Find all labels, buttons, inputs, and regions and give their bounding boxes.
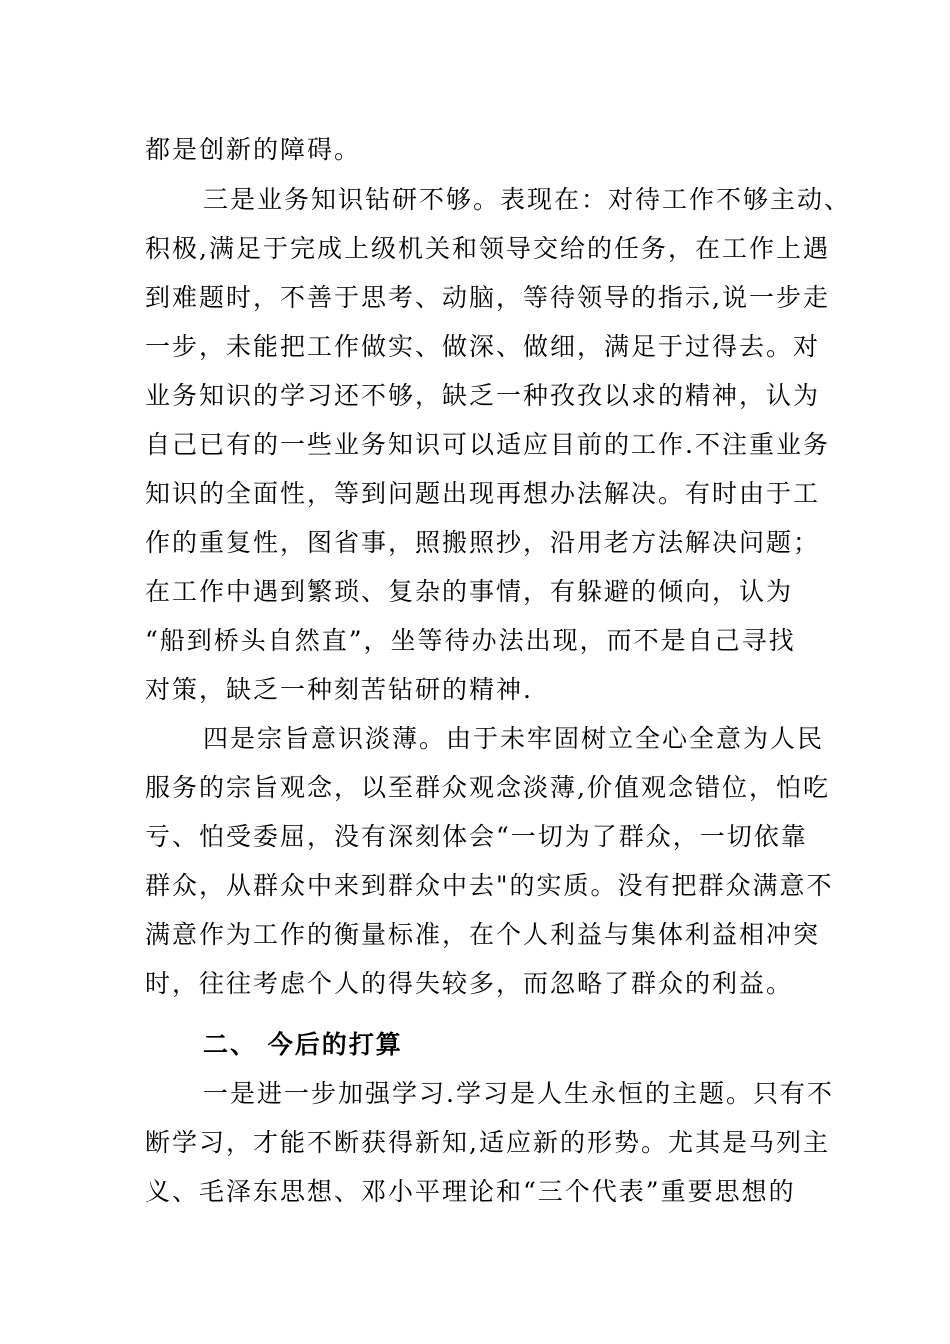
section-heading: 二、 今后的打算 [203,1030,403,1059]
text-line: 积极,满足于完成上级机关和领导交给的任务，在工作上遇 [145,234,830,263]
paragraph-start-line: 一是进一步加强学习.学习是人生永恒的主题。只有不 [203,1079,834,1108]
paragraph-start-line: 三是业务知识钻研不够。表现在：对待工作不够主动、 [203,185,852,214]
text-line: 对策，缺乏一种刻苦钻研的精神. [145,675,533,704]
text-line: 服务的宗旨观念，以至群众观念淡薄,价值观念错位，怕吃 [145,773,830,802]
text-line: 作的重复性，图省事，照搬照抄，沿用老方法解决问题； [145,528,821,557]
text-line: 亏、怕受委屈，没有深刻体会“一切为了群众，一切依靠 [145,822,808,851]
text-line: 都是创新的障碍。 [145,135,362,164]
text-line: 时，往往考虑个人的得失较多，而忽略了群众的利益。 [145,969,794,998]
text-line: “船到桥头自然直”，坐等待办法出现，而不是自己寻找 [145,626,796,655]
paragraph-start-line: 四是宗旨意识淡薄。由于未牢固树立全心全意为人民 [203,724,825,753]
text-line: 断学习，才能不断获得新知,适应新的形势。尤其是马列主 [145,1128,830,1157]
text-line: 群众，从群众中来到群众中去"的实质。没有把群众满意不 [145,871,834,900]
text-line: 自己已有的一些业务知识可以适应目前的工作.不注重业务 [145,430,830,459]
text-line: 在工作中遇到繁琐、复杂的事情，有躲避的倾向，认为 [145,577,794,606]
text-line: 到难题时，不善于思考、动脑，等待领导的指示,说一步走 [145,283,830,312]
text-line: 一步，未能把工作做实、做深、做细，满足于过得去。对 [145,332,821,361]
text-line: 义、毛泽东思想、邓小平理论和“三个代表”重要思想的 [145,1177,796,1206]
text-line: 知识的全面性，等到问题出现再想办法解决。有时由于工 [145,479,821,508]
text-line: 满意作为工作的衡量标准，在个人利益与集体利益相冲突 [145,920,821,949]
text-line: 业务知识的学习还不够，缺乏一种孜孜以求的精神，认为 [145,381,821,410]
